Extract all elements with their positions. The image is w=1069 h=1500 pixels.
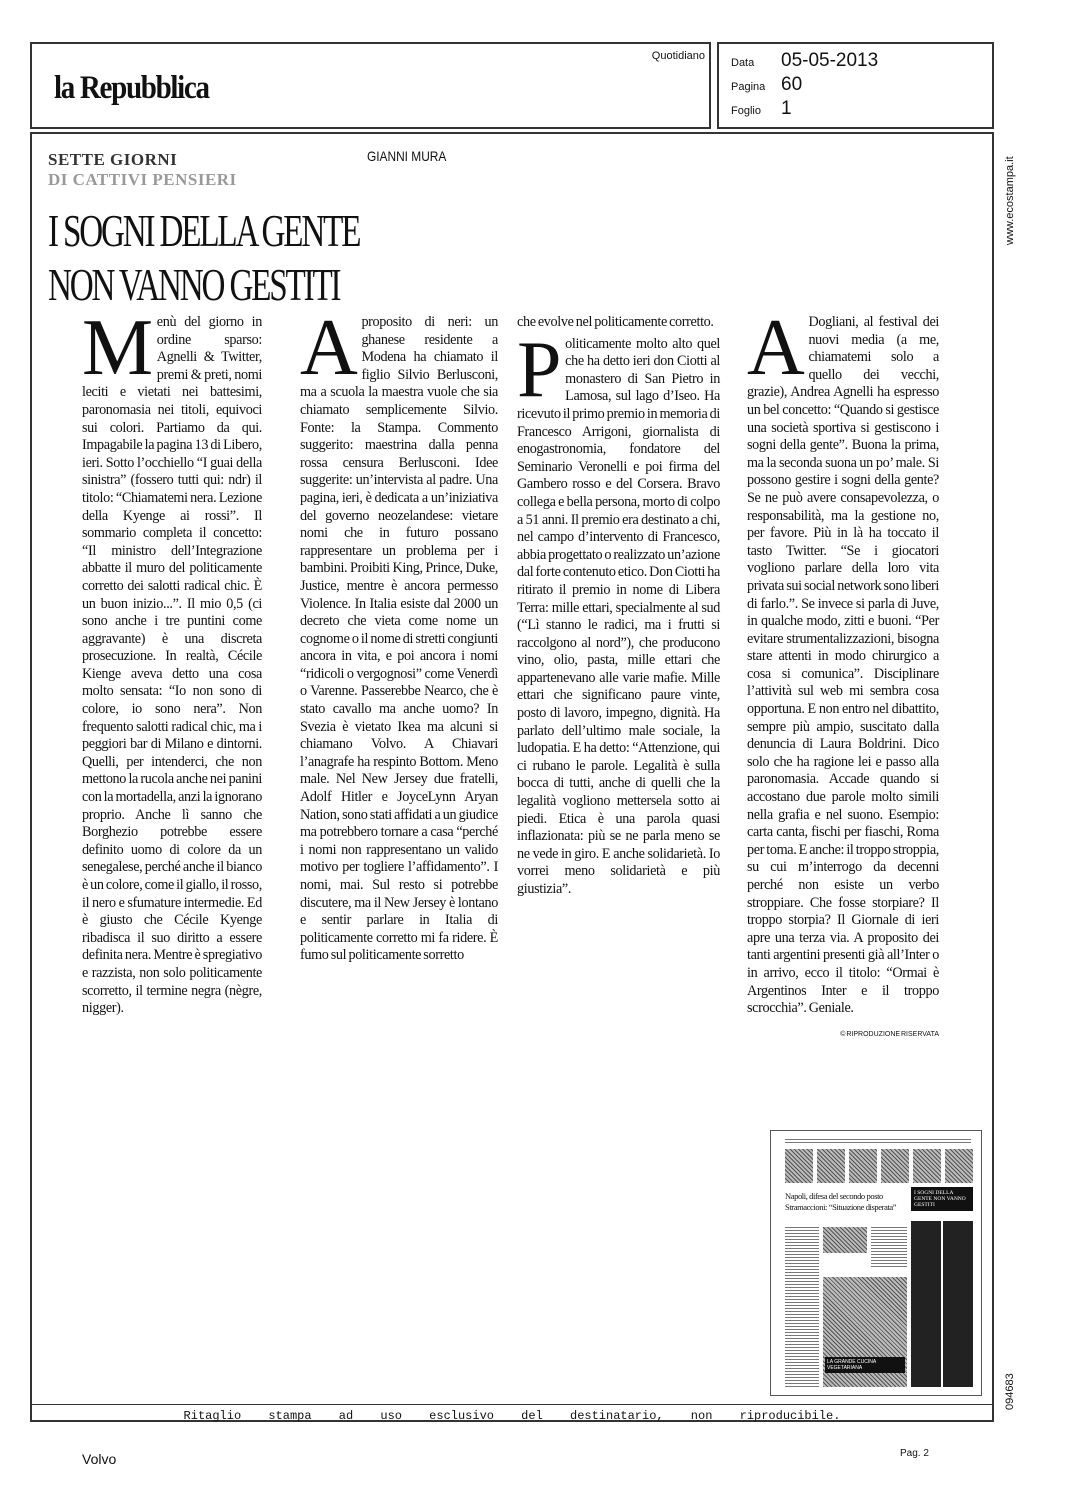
sheet-row (731, 98, 792, 120)
thumb-dark-column (943, 1221, 973, 1387)
article-box (30, 132, 994, 1422)
column-text: enù del giorno in ordine sparso: Agnelli & Twitter, premi & preti, nomi leciti e vietati nei battesimi, paronomasia nei titoli, equivoci sui colori. Partiamo da qui. Impagabile la pagina 13 di Libero, ieri. Sotto l’occhiello “I guai della sinistra” (fossero tutti qui: ndr) il titolo: “Chiamatemi nera. Lezione della Kyenge ai rossi”. Il sommario completa il concetto: “Il ministro dell’Integrazione abbatte il muro del politicamente corretto dei salotti radical chic. È un buon inizio...”. Il mio 0,5 (ci sono anche i tre puntini come aggravante) è una discreta prosecuzione. In realtà, Cécile Kienge aveva detto una cosa molto sensata: “Io non sono di colore, io sono nera”. Non frequento salotti radical chic, ma i peggiori bar di Milano e dintorni. Quelli, per intenderci, che non mettono la rucola anche nei panini con la mortadella, anzi la ignorano proprio. Anche lì sanno che Borghezio potrebbe essere definito uomo di colore da un senegalese, perché anche il bianco è un colore, come il giallo, il rosso, il nero e sfumature intermedie. Ed è giusto che Cécile Kyenge ribadisca il suo diritto a essere definita nera. Mentre è spregiativo e razzista, non solo politicamente scorretto, il termine negra (nègre, nigger). (82, 314, 262, 1017)
clip-code: 094683 (1004, 1373, 1016, 1410)
thumb-headline (785, 1191, 896, 1213)
thumb-photo (823, 1227, 867, 1253)
thumb-dark-column (911, 1221, 941, 1387)
page-value: 60 (781, 74, 803, 95)
thumb-headline-1: Napoli, difesa del secondo posto (785, 1191, 883, 1201)
thumb-article-title: I SOGNI DELLA GENTE NON VANNO GESTITI (911, 1187, 973, 1211)
date-value: 05-05-2013 (781, 50, 879, 71)
drop-cap: M (82, 304, 153, 392)
author: GIANNI MURA (367, 148, 447, 164)
column-text: proposito di neri: un ghanese residente a Modena ha chiamato il figlio Silvio Berlusconi, ma a scuola la maestra vuole che sia chiamato semplicemente Silvio. Fonte: la Stampa. Commento suggerito: maestrina dalla penna rossa censura Berlusconi. Idee suggerite: un’intervista al padre. Una pagina, ieri, è dedicata a un’iniziativa del governo neozelandese: vietare nomi che in futuro possano rappresentare un problema per i bambini. Proibiti King, Prince, Duke, Justice, mentre è ancora permesso Violence. In Italia esiste dal 2000 un decreto che vieta come nome un cognome o il nome di stretti congiunti ancora in vita, e poi ancora i nomi “ridicoli o vergognosi” come Venerdì o Varenne. Passerebbe Nearco, che è stato cavallo ma anche uomo? In Svezia è vietato Ikea ma alcuni si chiamano Volvo. A Chiavari l’anagrafe ha respinto Bottom. Meno male. Nel New Jersey due fratelli, Adolf Hitler e JoyceLynn Aryan Nation, sono stati affidati a un giudice ma potrebbero tornare a casa “perché i nomi non rappresentano un valido motivo per togliere l’affidamento”. I nomi, mai. Sul resto si potrebbe discutere, ma il New Jersey è lontano e sentir parlare in Italia di politicamente corretto mi fa ridere. È fumo sul politicamente sorretto (300, 314, 498, 964)
thumb-header (785, 1139, 971, 1145)
headline-line2: NON VANNO GESTITI (48, 259, 340, 310)
article-column-4 (747, 304, 939, 1043)
column-text-intro: che evolve nel politicamente corretto. (517, 314, 714, 330)
column-text: Dogliani, al festival dei nuovi media (a me, chiamatemi solo a quello dei vecchi, grazie), Andrea Agnelli ha espresso un bel concetto: “Quando si gestisce una società sportiva si gestiscono i sogni della gente”. Buona la prima, ma la seconda suona un po’ male. Si possono gestire i sogni della gente? Se ne può avere consapevolezza, o responsabilità, ma la gestione no, per favore. Più in là ha toccato il tasto Twitter. “Se i giocatori vogliono parlare della loro vita privata sui social network sono liberi di farlo.”. Se invece si parla di Juve, in qualche modo, zitti e buoni. “Per evitare strumentalizzazioni, bisogna stare attenti in modo chirurgico a cosa si comunica”. Disciplinare l’attività sul web mi sembra cosa opportuna. E non entro nel dibattito, sempre più ampio, suscitato dalla denuncia di Laura Boldrini. Dico solo che ha ragione lei e passo alla paronomasia. Accade quando si accostano due parole molto simili nella grafia e nel suono. Esempio: carta canta, fischi per fiaschi, Roma per toma. E anche: il troppo stroppia, su cui m’interrogo da decenni perché non esiste un verbo stroppiare. Che fosse storpiare? Il troppo storpia? Il Giornale di ieri apre una terza via. A proposito dei tanti argentini presenti già all’Inter o in arrivo, ecco il titolo: “Ormai è Argentinos Inter e il troppo scrocchia”. Geniale. (747, 314, 939, 1017)
newspaper-logo: la Repubblica (54, 70, 209, 106)
thumb-photo (785, 1149, 813, 1183)
drop-cap: A (300, 304, 358, 392)
drop-cap: P (517, 325, 562, 414)
thumb-photo (849, 1149, 877, 1183)
sheet-label: Foglio (731, 105, 761, 117)
article-column-1 (82, 304, 262, 1018)
headline-line1: I SOGNI DELLA GENTE (48, 205, 360, 256)
thumb-ad-text: LA GRANDE CUCINA VEGETARIANA (825, 1357, 905, 1373)
thumb-photo (913, 1149, 941, 1183)
masthead-box (30, 42, 711, 129)
keyword: Volvo (82, 1451, 117, 1467)
drop-cap: A (747, 304, 805, 392)
page-number: Pag. 2 (900, 1448, 929, 1459)
thumb-photo (881, 1149, 909, 1183)
sheet-value: 1 (781, 98, 792, 119)
date-label: Data (731, 57, 755, 69)
thumb-text (871, 1227, 907, 1267)
page-row (731, 74, 802, 96)
publication-type: Quotidiano (651, 50, 705, 62)
page-label: Pagina (731, 81, 766, 93)
footer-divider (32, 1404, 992, 1405)
thumb-photo (817, 1149, 845, 1183)
article-column-3 (517, 314, 720, 899)
column-text: oliticamente molto alto quel che ha detto ieri don Ciotti al monastero di San Pietro in Lamosa, sul lago d’Iseo. Ha ricevuto il primo premio in memoria di Francesco Arrigoni, giornalista di enogastronomia, fondatore del Seminario Veronelli e poi firma del Gambero rosso e del Corsera. Bravo collega e bella persona, morto di colpo a 51 anni. Il premio era destinato a chi, nel campo d’intervento di Francesco, abbia progettato o realizzato un’azione dal forte contenuto etico. Don Ciotti ha ritirato il premio in nome di Libera Terra: mille ettari, specialmente al sud (“Lì stanno le radici, ma i frutti si raccolgono al nord”), che producono vino, olio, pasta, mille ettari che appartenevano alle varie mafie. Mille ettari che significano paure vinte, posto di lavoro, impegno, dignità. Ha parlato dell’ultimo male sociale, la ludopatia. E ha detto: “Attenzione, qui ci rubano le parole. Legalità è sulla bocca di tutti, anche di quelli che la legalità vogliono mettersela sotto ai piedi. Etica è una parola quasi inflazionata: più se ne parla meno se ne vede in giro. E anche solidarietà. Io vorrei meno solidarietà e più giustizia”. (517, 335, 720, 897)
article-column-2 (300, 304, 498, 965)
thumb-photo (945, 1149, 973, 1183)
thumb-text (785, 1227, 819, 1387)
copyright: © RIPRODUZIONE RISERVATA (840, 1030, 939, 1038)
metadata-box (717, 42, 994, 129)
column-subkicker: DI CATTIVI PENSIERI (48, 170, 237, 189)
site-watermark: www.ecostampa.it (1004, 156, 1016, 245)
thumb-headline-2: Stramaccioni: “Situazione disperata” (785, 1202, 897, 1212)
page-thumbnail (770, 1130, 982, 1396)
column-kicker: SETTE GIORNI (48, 150, 178, 169)
date-row (731, 50, 878, 72)
disclaimer: Ritaglio stampa ad uso esclusivo del destinatario, non riproducibile. (183, 1409, 841, 1423)
